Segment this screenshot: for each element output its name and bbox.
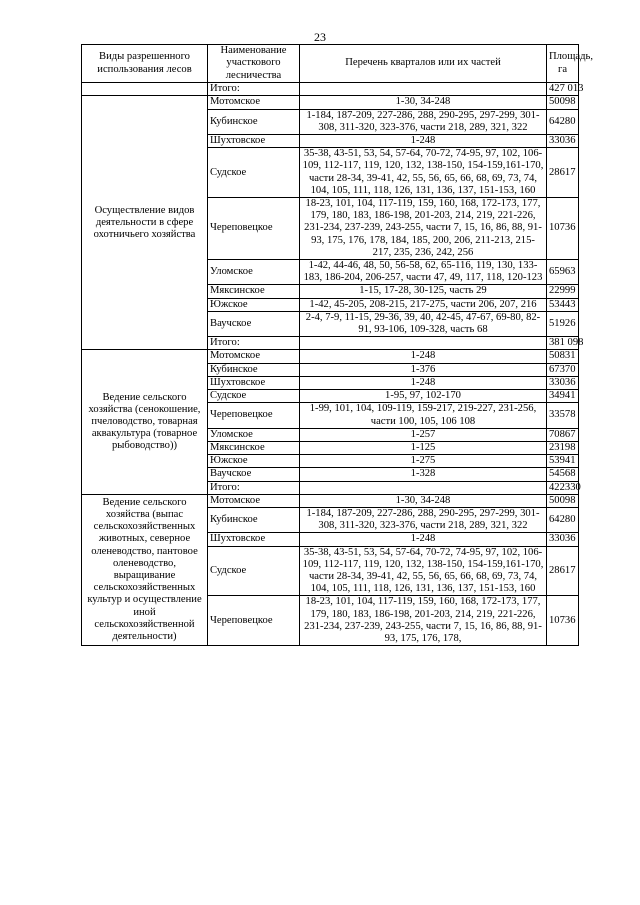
- total-empty-cell: [300, 83, 547, 96]
- header-use-type: Виды разрешенного использования лесов: [82, 45, 208, 83]
- quarters-cell: 2-4, 7-9, 11-15, 29-36, 39, 40, 42-45, 47-67, 69-80, 82-91, 93-106, 109-328, часть 68: [300, 311, 547, 336]
- area-cell: 50098: [547, 96, 579, 109]
- quarters-cell: 18-23, 101, 104, 117-119, 159, 160, 168, 172-173, 177, 179, 180, 183, 186-198, 201-203, 214, 219, 221-226, 231-234, 237-239, 243-255, части 7, 15, 16, 86, 88, 91-93, 175, 176, 178, 184, 185, 200, 206, 211-213, 215-217, 235, 236, 242, 256: [300, 198, 547, 260]
- quarters-cell: 1-42, 44-46, 48, 50, 56-58, 62, 65-116, 119, 130, 133-183, 186-204, 206-257, части 47, 49, 117, 118, 120-123: [300, 260, 547, 285]
- quarters-cell: 1-184, 187-209, 227-286, 288, 290-295, 297-299, 301-308, 311-320, 323-376, части 218, 289, 321, 322: [300, 507, 547, 532]
- area-cell: 50831: [547, 350, 579, 363]
- use-type-cell: Ведение сельского хозяйства (сенокошение, пчеловодство, товарная аквакультура (товарное рыбоводство)): [82, 350, 208, 494]
- district-cell: Шухтовское: [208, 533, 300, 546]
- district-cell: Кубинское: [208, 507, 300, 532]
- quarters-cell: 1-248: [300, 135, 547, 148]
- total-empty-cell: [82, 83, 208, 96]
- group-total-empty-cell: [300, 481, 547, 494]
- district-cell: Мяксинское: [208, 285, 300, 298]
- area-cell: 67370: [547, 363, 579, 376]
- area-cell: 33036: [547, 135, 579, 148]
- header-district: Наименование участкового лесничества: [208, 45, 300, 83]
- quarters-cell: 1-248: [300, 376, 547, 389]
- quarters-cell: 1-95, 97, 102-170: [300, 390, 547, 403]
- district-cell: Судское: [208, 390, 300, 403]
- quarters-cell: 18-23, 101, 104, 117-119, 159, 160, 168, 172-173, 177, 179, 180, 183, 186-198, 201-203, 214, 219, 221-226, 231-234, 237-239, 243-255, части 7, 15, 16, 86, 88, 91-93, 175, 176, 178,: [300, 596, 547, 646]
- area-cell: 34941: [547, 390, 579, 403]
- district-cell: Шухтовское: [208, 376, 300, 389]
- page-number: 23: [314, 30, 326, 44]
- district-cell: Череповецкое: [208, 596, 300, 646]
- table-body: [82, 83, 584, 646]
- area-cell: 70867: [547, 428, 579, 441]
- group-total-area: 422330: [547, 481, 579, 494]
- district-cell: Судское: [208, 148, 300, 198]
- district-cell: Мотомское: [208, 96, 300, 109]
- quarters-cell: 1-99, 101, 104, 109-119, 159-217, 219-227, 231-256, части 100, 105, 106 108: [300, 403, 547, 428]
- quarters-cell: 1-248: [300, 533, 547, 546]
- district-cell: Южское: [208, 298, 300, 311]
- district-cell: Ваучское: [208, 311, 300, 336]
- district-cell: Мотомское: [208, 494, 300, 507]
- area-cell: 23198: [547, 441, 579, 454]
- total-label: Итого:: [208, 83, 300, 96]
- district-cell: Мяксинское: [208, 441, 300, 454]
- group-total-label: Итого:: [208, 337, 300, 350]
- quarters-cell: 1-125: [300, 441, 547, 454]
- quarters-cell: 1-248: [300, 350, 547, 363]
- district-cell: Мотомское: [208, 350, 300, 363]
- area-cell: 28617: [547, 148, 579, 198]
- district-cell: Судское: [208, 546, 300, 596]
- area-cell: 64280: [547, 507, 579, 532]
- group-total-label: Итого:: [208, 481, 300, 494]
- district-cell: Уломское: [208, 260, 300, 285]
- header-area: Площадь, га: [547, 45, 579, 83]
- table-row: [82, 96, 579, 109]
- area-cell: 33578: [547, 403, 579, 428]
- area-cell: 10736: [547, 596, 579, 646]
- quarters-cell: 1-257: [300, 428, 547, 441]
- total-area: 427 013: [547, 83, 579, 96]
- quarters-cell: 1-328: [300, 468, 547, 481]
- quarters-cell: 1-30, 34-248: [300, 96, 547, 109]
- area-cell: 51926: [547, 311, 579, 336]
- area-cell: 50098: [547, 494, 579, 507]
- group-total-area: 381 098: [547, 337, 579, 350]
- area-cell: 33036: [547, 376, 579, 389]
- area-cell: 64280: [547, 109, 579, 134]
- quarters-cell: 1-275: [300, 455, 547, 468]
- district-cell: Череповецкое: [208, 403, 300, 428]
- area-cell: 28617: [547, 546, 579, 596]
- area-cell: 53941: [547, 455, 579, 468]
- quarters-cell: 1-30, 34-248: [300, 494, 547, 507]
- district-cell: Ваучское: [208, 468, 300, 481]
- district-cell: Череповецкое: [208, 198, 300, 260]
- table-header-row: [82, 45, 579, 83]
- district-cell: Уломское: [208, 428, 300, 441]
- district-cell: Кубинское: [208, 109, 300, 134]
- group-total-empty-cell: [300, 337, 547, 350]
- area-cell: 53443: [547, 298, 579, 311]
- district-cell: Кубинское: [208, 363, 300, 376]
- use-type-cell: Осуществление видов деятельности в сфере охотничьего хозяйства: [82, 96, 208, 350]
- district-cell: Южское: [208, 455, 300, 468]
- quarters-cell: 35-38, 43-51, 53, 54, 57-64, 70-72, 74-95, 97, 102, 106-109, 112-117, 119, 120, 132, 138-150, 154-159,161-170, части 28-34, 39-41, 42, 55, 56, 65, 66, 68, 69, 73, 74, 104, 105, 111, 118, 126, 131, 136, 137, 151-153, 160: [300, 546, 547, 596]
- area-cell: 54568: [547, 468, 579, 481]
- total-row: [82, 83, 579, 96]
- quarters-cell: 1-376: [300, 363, 547, 376]
- header-quarters: Перечень кварталов или их частей: [300, 45, 547, 83]
- quarters-cell: 1-15, 17-28, 30-125, часть 29: [300, 285, 547, 298]
- area-cell: 10736: [547, 198, 579, 260]
- use-type-cell: Ведение сельского хозяйства (выпас сельскохозяйственных животных, северное оленеводство, пантовое оленеводство, выращивание сельскохозяйственных культур и осуществление иной сельскохозяйственной деятельности): [82, 494, 208, 645]
- area-cell: 22999: [547, 285, 579, 298]
- quarters-cell: 1-184, 187-209, 227-286, 288, 290-295, 297-299, 301-308, 311-320, 323-376, части 218, 289, 321, 322: [300, 109, 547, 134]
- quarters-cell: 1-42, 45-205, 208-215, 217-275, части 206, 207, 216: [300, 298, 547, 311]
- district-cell: Шухтовское: [208, 135, 300, 148]
- table-row: [82, 350, 579, 363]
- quarters-cell: 35-38, 43-51, 53, 54, 57-64, 70-72, 74-95, 97, 102, 106-109, 112-117, 119, 120, 132, 138-150, 154-159,161-170, части 28-34, 39-41, 42, 55, 56, 65, 66, 68, 69, 73, 74, 104, 105, 111, 118, 126, 131, 136, 137, 151-153, 160: [300, 148, 547, 198]
- table-row: [82, 494, 579, 507]
- area-cell: 65963: [547, 260, 579, 285]
- forest-use-table: [81, 44, 593, 646]
- area-cell: 33036: [547, 533, 579, 546]
